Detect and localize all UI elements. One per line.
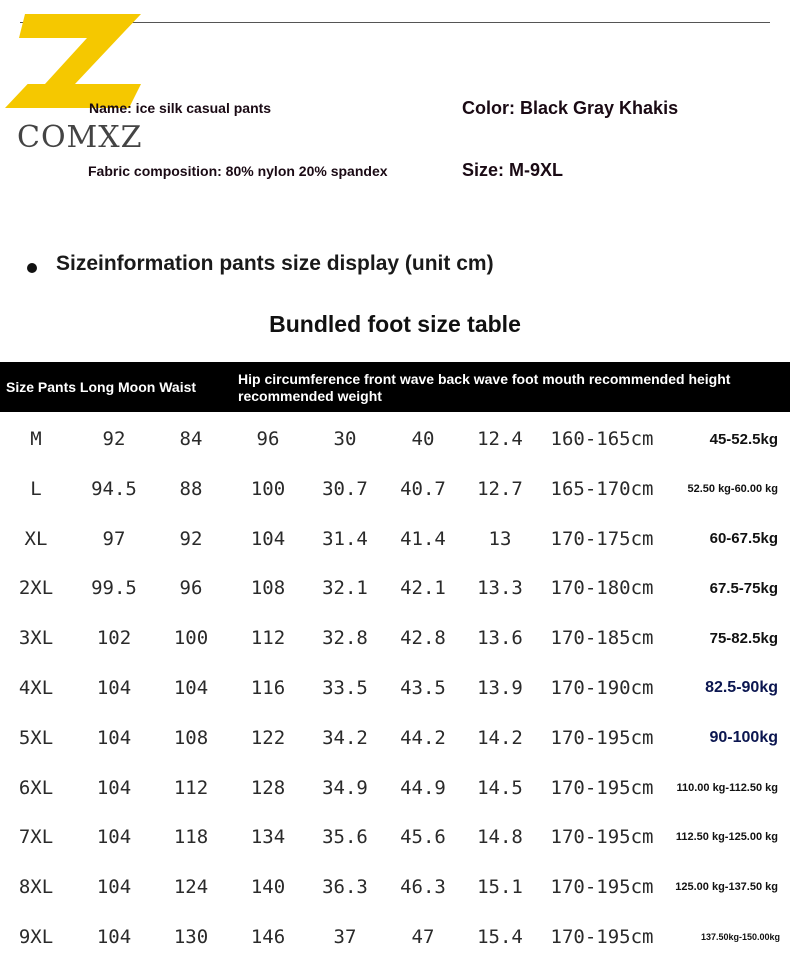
cell-height: 170-185cm (550, 627, 654, 650)
cell-height: 160-165cm (550, 428, 654, 450)
brand-logo (5, 8, 143, 155)
cell-front-wave: 37 (333, 926, 357, 948)
cell-back-wave: 40.7 (400, 477, 446, 500)
cell-back-wave: 43.5 (400, 677, 446, 699)
cell-front-wave: 36.3 (322, 876, 368, 899)
cell-height: 170-175cm (550, 527, 654, 550)
cell-size: 6XL (18, 776, 54, 799)
cell-pants-long: 94.5 (91, 477, 137, 500)
cell-size: M (30, 428, 42, 450)
header-right: Hip circumference front wave back wave foot mouth recommended height recommended weight (238, 371, 731, 404)
cell-pants-long: 97 (102, 527, 126, 550)
cell-weight: 137.50kg-150.00kg (700, 932, 780, 942)
cell-waist: 118 (173, 826, 209, 849)
cell-weight: 112.50 kg-125.00 kg (675, 831, 778, 844)
cell-pants-long: 92 (102, 428, 126, 450)
cell-size: XL (24, 527, 48, 550)
cell-front-wave: 34.2 (322, 726, 368, 749)
cell-back-wave: 41.4 (400, 527, 446, 550)
cell-weight: 52.50 kg-60.00 kg (687, 482, 778, 495)
cell-waist: 100 (173, 627, 209, 650)
cell-front-wave: 33.5 (322, 677, 368, 699)
cell-size: L (30, 477, 42, 500)
cell-weight: 45-52.5kg (709, 430, 778, 448)
table-row (0, 414, 790, 464)
product-fabric: Fabric composition: 80% nylon 20% spandex (88, 163, 388, 179)
product-size: Size: M-9XL (462, 160, 564, 180)
cell-size: 9XL (18, 926, 54, 948)
cell-foot-mouth: 15.1 (477, 876, 523, 899)
cell-back-wave: 44.9 (400, 776, 446, 799)
cell-pants-long: 104 (96, 726, 132, 749)
cell-hip: 112 (250, 627, 286, 650)
cell-back-wave: 44.2 (400, 726, 446, 749)
cell-waist: 108 (173, 726, 209, 749)
cell-foot-mouth: 15.4 (477, 926, 523, 948)
cell-waist: 124 (173, 876, 209, 899)
logo-text: COMXZ (17, 120, 143, 155)
cell-size: 5XL (18, 726, 54, 749)
table-row (0, 663, 790, 713)
cell-back-wave: 45.6 (400, 826, 446, 849)
cell-hip: 104 (250, 527, 286, 550)
cell-waist: 84 (179, 428, 203, 450)
cell-height: 170-195cm (550, 826, 654, 849)
cell-size: 8XL (18, 876, 54, 899)
cell-front-wave: 35.6 (322, 826, 368, 849)
cell-front-wave: 32.8 (322, 627, 368, 650)
table-row (0, 464, 790, 514)
cell-weight: 110.00 kg-112.50 kg (676, 781, 778, 794)
cell-pants-long: 104 (96, 776, 132, 799)
cell-height: 170-195cm (550, 776, 654, 799)
table-row (0, 514, 790, 564)
cell-weight: 67.5-75kg (709, 579, 778, 597)
cell-hip: 108 (250, 577, 286, 600)
cell-front-wave: 32.1 (322, 577, 368, 600)
table-row (0, 862, 790, 912)
cell-size: 4XL (18, 677, 54, 699)
cell-foot-mouth: 13.9 (477, 677, 523, 699)
cell-pants-long: 99.5 (91, 577, 137, 600)
cell-waist: 130 (173, 926, 209, 948)
cell-back-wave: 42.1 (400, 577, 446, 600)
cell-hip: 146 (250, 926, 286, 948)
cell-waist: 88 (179, 477, 203, 500)
cell-front-wave: 30 (333, 428, 357, 450)
cell-hip: 96 (256, 428, 280, 450)
cell-size: 3XL (18, 627, 54, 650)
cell-pants-long: 104 (96, 826, 132, 849)
cell-back-wave: 46.3 (400, 876, 446, 899)
table-row (0, 563, 790, 613)
cell-front-wave: 30.7 (322, 477, 368, 500)
cell-waist: 104 (173, 677, 209, 699)
cell-height: 165-170cm (550, 477, 654, 500)
table-row (0, 763, 790, 813)
cell-hip: 116 (250, 677, 286, 699)
cell-front-wave: 34.9 (322, 776, 368, 799)
cell-hip: 134 (250, 826, 286, 849)
cell-waist: 92 (179, 527, 203, 550)
table-row (0, 713, 790, 763)
cell-foot-mouth: 12.4 (477, 428, 523, 450)
cell-back-wave: 40 (411, 428, 435, 450)
cell-weight: 90-100kg (709, 728, 778, 746)
cell-weight: 75-82.5kg (709, 629, 778, 647)
cell-pants-long: 104 (96, 876, 132, 899)
cell-foot-mouth: 12.7 (477, 477, 523, 500)
cell-weight: 60-67.5kg (709, 530, 778, 548)
cell-weight: 82.5-90kg (705, 679, 778, 696)
product-name: Name: ice silk casual pants (89, 100, 272, 116)
cell-front-wave: 31.4 (322, 527, 368, 550)
product-color: Color: Black Gray Khakis (462, 98, 679, 118)
cell-foot-mouth: 14.2 (477, 726, 523, 749)
cell-hip: 122 (250, 726, 286, 749)
table-header (0, 362, 790, 412)
cell-foot-mouth: 13.6 (477, 627, 523, 650)
cell-hip: 100 (250, 477, 286, 500)
cell-pants-long: 104 (96, 677, 132, 699)
cell-back-wave: 47 (411, 926, 435, 948)
table-row (0, 812, 790, 862)
cell-height: 170-195cm (550, 926, 654, 948)
cell-height: 170-180cm (550, 577, 654, 600)
cell-height: 170-195cm (550, 726, 654, 749)
section-title: Sizeinformation pants size display (unit cm) (56, 252, 494, 275)
cell-height: 170-190cm (550, 677, 654, 699)
cell-size: 7XL (18, 826, 54, 849)
cell-height: 170-195cm (550, 876, 654, 899)
cell-pants-long: 104 (96, 926, 132, 948)
cell-weight: 125.00 kg-137.50 kg (675, 881, 778, 894)
cell-foot-mouth: 14.5 (477, 776, 523, 799)
cell-size: 2XL (18, 577, 54, 600)
table-row (0, 613, 790, 663)
cell-hip: 140 (250, 876, 286, 899)
header-left: Size Pants Long Moon Waist (6, 379, 197, 395)
cell-foot-mouth: 14.8 (477, 826, 523, 849)
cell-foot-mouth: 13 (488, 527, 512, 550)
table-title: Bundled foot size table (269, 311, 521, 337)
cell-back-wave: 42.8 (400, 627, 446, 650)
cell-waist: 112 (173, 776, 209, 799)
table-row (0, 912, 790, 962)
cell-pants-long: 102 (96, 627, 132, 650)
cell-foot-mouth: 13.3 (477, 577, 523, 600)
cell-waist: 96 (179, 577, 203, 600)
bullet-icon (27, 263, 37, 273)
cell-hip: 128 (250, 776, 286, 799)
